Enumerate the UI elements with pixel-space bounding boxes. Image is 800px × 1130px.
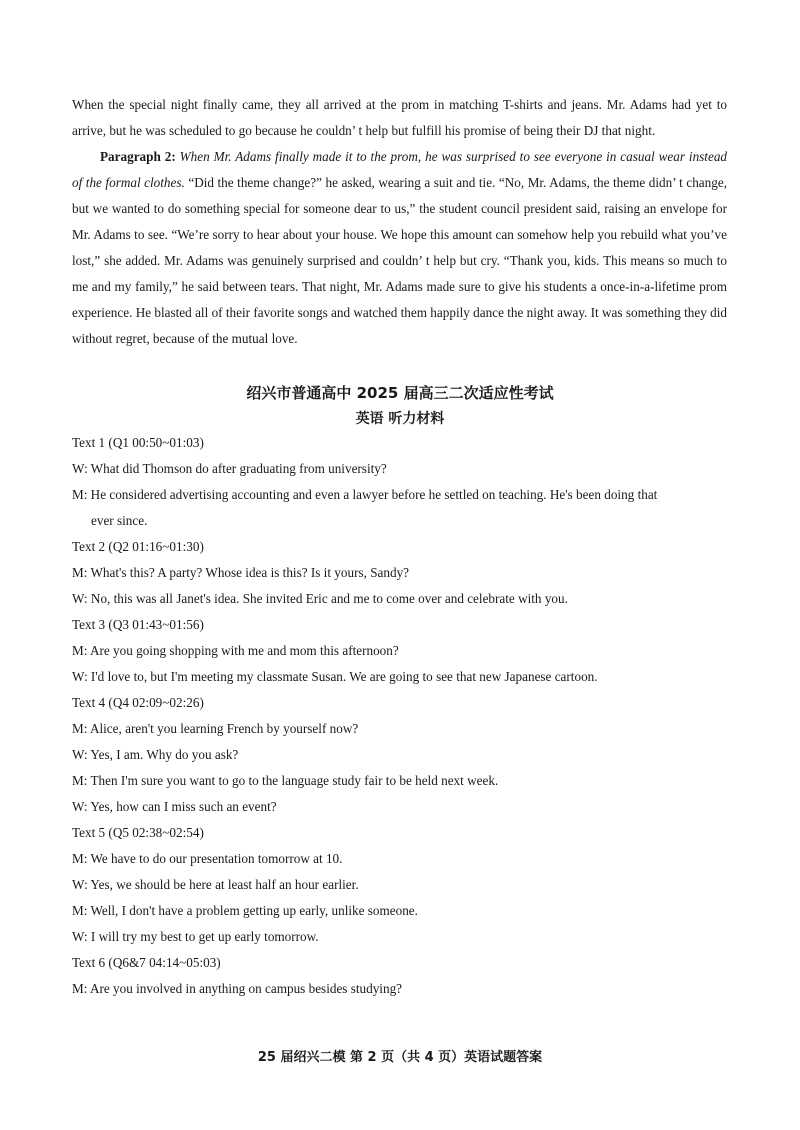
intro-paragraph: When the special night finally came, they all arrived at the prom in matching T-shirts and jeans. Mr. Adams had yet to arrive, but he was scheduled to go because he couldn’ t help but fulfill his promise of being their DJ that night.	[72, 97, 727, 138]
transcript-line: W: What did Thomson do after graduating from university?	[72, 461, 387, 476]
section-title: 绍兴市普通高中 2025 届高三二次适应性考试	[246, 384, 554, 402]
transcript-line: W: No, this was all Janet's idea. She invited Eric and me to come over and celebrate with you.	[72, 591, 568, 606]
transcript-line: W: I will try my best to get up early tomorrow.	[72, 929, 319, 944]
transcript-line: W: Yes, I am. Why do you ask?	[72, 747, 239, 762]
transcript-line: M: He considered advertising accounting and even a lawyer before he settled on teaching. He's been doing that	[72, 487, 658, 502]
text-4-header: Text 4 (Q4 02:09~02:26)	[72, 695, 204, 710]
text-3-header: Text 3 (Q3 01:43~01:56)	[72, 617, 204, 632]
transcript-line: W: Yes, how can I miss such an event?	[72, 799, 277, 814]
section-subtitle: 英语 听力材料	[355, 411, 445, 427]
transcript-line-continuation: ever since.	[91, 513, 148, 528]
transcript-line: M: Well, I don't have a problem getting up early, unlike someone.	[72, 903, 418, 918]
paragraph-2-body: “Did the theme change?” he asked, wearing a suit and tie. “No, Mr. Adams, the theme didn’ t change, but we wanted to do something special for someone dear to us,” the student council president said, raising an envelope for Mr. Adams to see. “We’re sorry to hear about your house. We hope this amount can somehow help you rebuild what you’ve lost,” she added. Mr. Adams was genuinely surprised and couldn’ t help but cry. “Thank you, kids. This means so much to me and my family,” he said between tears. That night, Mr. Adams made sure to give his students a once-in-a-lifetime prom experience. He blasted all of their favorite songs and watched them happily dance the night away. It was something they did without regret, because of the mutual love.	[72, 175, 728, 346]
paragraph-2	[72, 144, 727, 352]
text-2-header: Text 2 (Q2 01:16~01:30)	[72, 539, 204, 554]
transcript-line: M: Are you going shopping with me and mom this afternoon?	[72, 643, 399, 658]
text-6-header: Text 6 (Q6&7 04:14~05:03)	[72, 955, 221, 970]
transcript-line: M: Then I'm sure you want to go to the language study fair to be held next week.	[72, 773, 499, 788]
paragraph-2-label: Paragraph 2:	[100, 149, 176, 164]
transcript-line: M: Alice, aren't you learning French by yourself now?	[72, 721, 359, 736]
transcript-line: M: Are you involved in anything on campus besides studying?	[72, 981, 403, 996]
text-1-header: Text 1 (Q1 00:50~01:03)	[72, 435, 204, 450]
transcript-line: M: We have to do our presentation tomorrow at 10.	[72, 851, 343, 866]
paragraph-2-prompt: When Mr. Adams finally made it to the prom, he was surprised to see everyone in casual wear instead of the formal clothes.	[72, 149, 728, 190]
transcript-line: M: What's this? A party? Whose idea is this? Is it yours, Sandy?	[72, 565, 410, 580]
page-footer: 25 届绍兴二模 第 2 页（共 4 页）英语试题答案	[257, 1050, 543, 1065]
transcript-line: W: Yes, we should be here at least half an hour earlier.	[72, 877, 359, 892]
text-5-header: Text 5 (Q5 02:38~02:54)	[72, 825, 204, 840]
transcript-line: W: I'd love to, but I'm meeting my classmate Susan. We are going to see that new Japanese cartoon.	[72, 669, 598, 684]
